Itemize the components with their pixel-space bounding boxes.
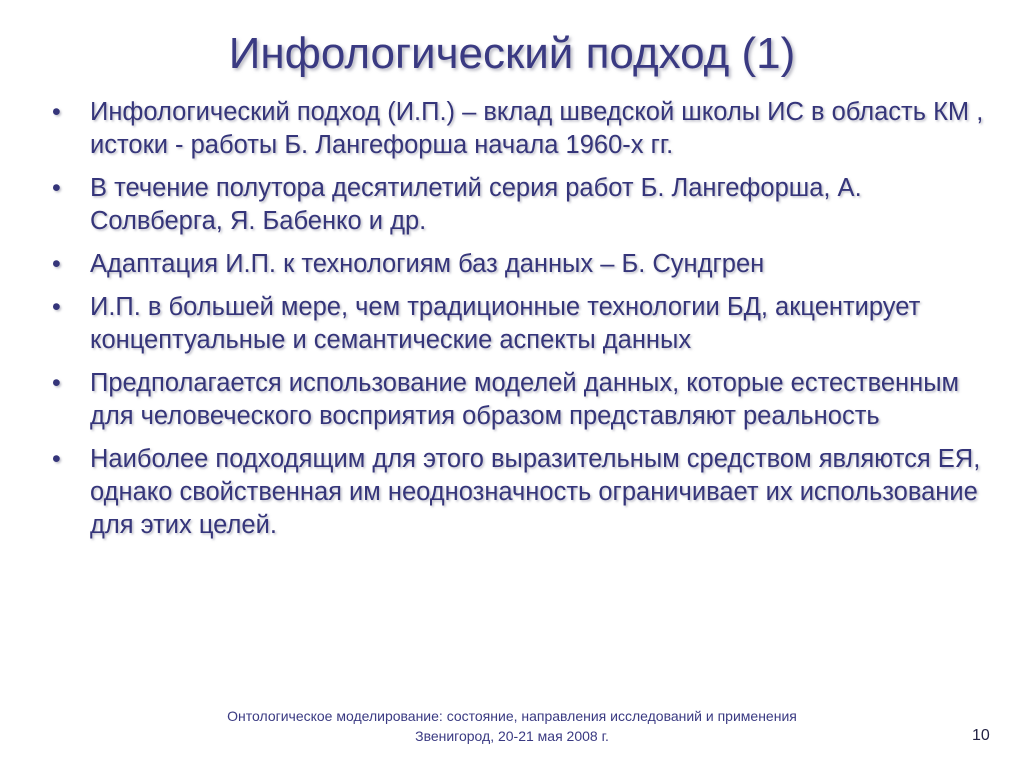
bullet-item [48, 96, 988, 162]
bullet-item [48, 291, 988, 357]
page-number: 10 [972, 727, 990, 744]
bullet-item [48, 367, 988, 433]
bullet-text: Инфологический подход (И.П.) – вклад шведской школы ИС в область КМ , истоки - работы Б. Лангефорша начала 1960-х гг. [90, 98, 984, 159]
bullet-dot-icon: • [52, 293, 61, 321]
bullet-item [48, 443, 988, 542]
bullet-text: Адаптация И.П. к технологиям баз данных – Б. Сундгрен [90, 250, 765, 278]
footer-place-date: Звенигород, 20-21 мая 2008 г. [415, 728, 609, 744]
slide-footer [0, 706, 1024, 746]
bullet-text: Предполагается использование моделей данных, которые естественным для человеческого восприятия образом представляют реальность [90, 369, 960, 430]
slide-title: Инфологический подход (1) [228, 29, 796, 78]
bullet-list [48, 96, 988, 552]
bullet-dot-icon: • [52, 174, 61, 202]
bullet-text: И.П. в большей мере, чем традиционные технологии БД, акцентирует концептуальные и семантические аспекты данных [90, 293, 921, 354]
bullet-text: В течение полутора десятилетий серия работ Б. Лангефорша, А. Солвберга, Я. Бабенко и др. [90, 174, 862, 235]
bullet-dot-icon: • [52, 250, 61, 278]
bullet-text: Наиболее подходящим для этого выразительным средством являются ЕЯ, однако свойственная им неоднозначность ограничивает их использование для этих целей. [90, 445, 981, 539]
bullet-dot-icon: • [52, 445, 61, 473]
bullet-dot-icon: • [52, 98, 61, 126]
bullet-dot-icon: • [52, 369, 61, 397]
bullet-item [48, 172, 988, 238]
bullet-item [48, 248, 988, 281]
footer-conference-title: Онтологическое моделирование: состояние, направления исследований и применения [227, 708, 797, 724]
